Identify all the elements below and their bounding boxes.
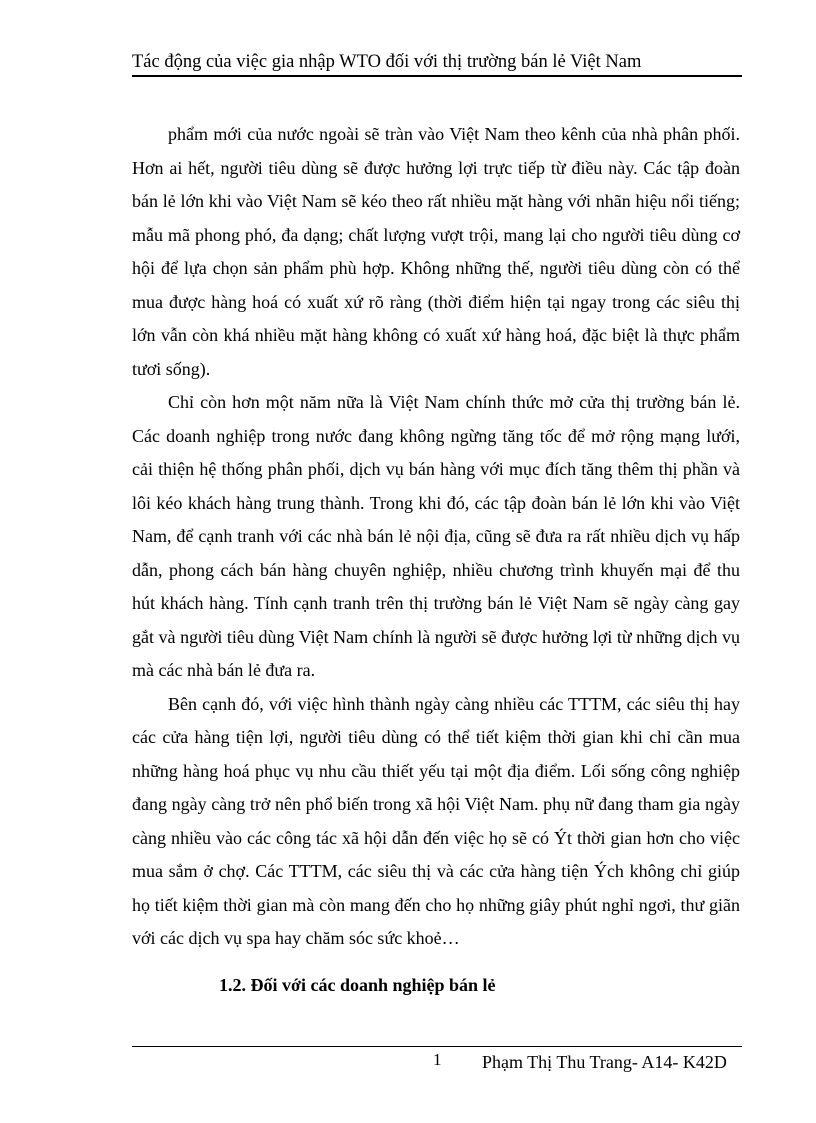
footer-author: Phạm Thị Thu Trang- A14- K42D	[482, 1052, 727, 1072]
footer-divider	[132, 1046, 742, 1047]
main-body	[132, 118, 740, 956]
section-heading: 1.2. Đối với các doanh nghiệp bán lẻ	[219, 975, 496, 995]
page-number: 1	[433, 1050, 442, 1069]
header-divider	[132, 75, 742, 77]
paragraph-2: Chỉ còn hơn một năm nữa là Việt Nam chính thức mở cửa thị trường bán lẻ. Các doanh nghiệp trong nước đang không ngừng tăng tốc để mở rộng mạng lưới, cải thiện hệ thống phân phối, dịch vụ bán hàng với mục đích tăng thêm thị phần và lôi kéo khách hàng trung thành. Trong khi đó, các tập đoàn bán lẻ lớn khi vào Việt Nam, để cạnh tranh với các nhà bán lẻ nội địa, cũng sẽ đưa ra rất nhiều dịch vụ hấp dẫn, phong cách bán hàng chuyên nghiệp, nhiều chương trình khuyến mại để thu hút khách hàng. Tính cạnh tranh trên thị trường bán lẻ Việt Nam sẽ ngày càng gay gắt và người tiêu dùng Việt Nam chính là người sẽ được hưởng lợi từ những dịch vụ mà các nhà bán lẻ đưa ra.	[132, 392, 740, 680]
paragraph-3: Bên cạnh đó, với việc hình thành ngày càng nhiều các TTTM, các siêu thị hay các cửa hàng tiện lợi, người tiêu dùng có thể tiết kiệm thời gian khi chỉ cần mua những hàng hoá phục vụ nhu cầu thiết yếu tại một địa điểm. Lối sống công nghiệp đang ngày càng trở nên phổ biến trong xã hội Việt Nam. phụ nữ đang tham gia ngày càng nhiều vào các công tác xã hội dẫn đến việc họ sẽ có Ýt thời gian hơn cho việc mua sắm ở chợ. Các TTTM, các siêu thị và các cửa hàng tiện Ých không chỉ giúp họ tiết kiệm thời gian mà còn mang đến cho họ những giây phút nghỉ ngơi, thư giãn với các dịch vụ spa hay chăm sóc sức khoẻ…	[132, 693, 740, 948]
paragraph-1: phẩm mới của nước ngoài sẽ tràn vào Việt Nam theo kênh của nhà phân phối. Hơn ai hết, người tiêu dùng sẽ được hưởng lợi trực tiếp từ điều này. Các tập đoàn bán lẻ lớn khi vào Việt Nam sẽ kéo theo rất nhiều mặt hàng với nhãn hiệu nổi tiếng; mẫu mã phong phó, đa dạng; chất lượng vượt trội, mang lại cho người tiêu dùng cơ hội để lựa chọn sản phẩm phù hợp. Không những thế, người tiêu dùng còn có thể mua được hàng hoá có xuất xứ rõ ràng (thời điểm hiện tại ngay trong các siêu thị lớn vẫn còn khá nhiều mặt hàng không có xuất xứ hàng hoá, đặc biệt là thực phẩm tươi sống).	[132, 124, 740, 379]
page-header-title: Tác động của việc gia nhập WTO đối với thị trường bán lẻ Việt Nam	[132, 52, 642, 72]
